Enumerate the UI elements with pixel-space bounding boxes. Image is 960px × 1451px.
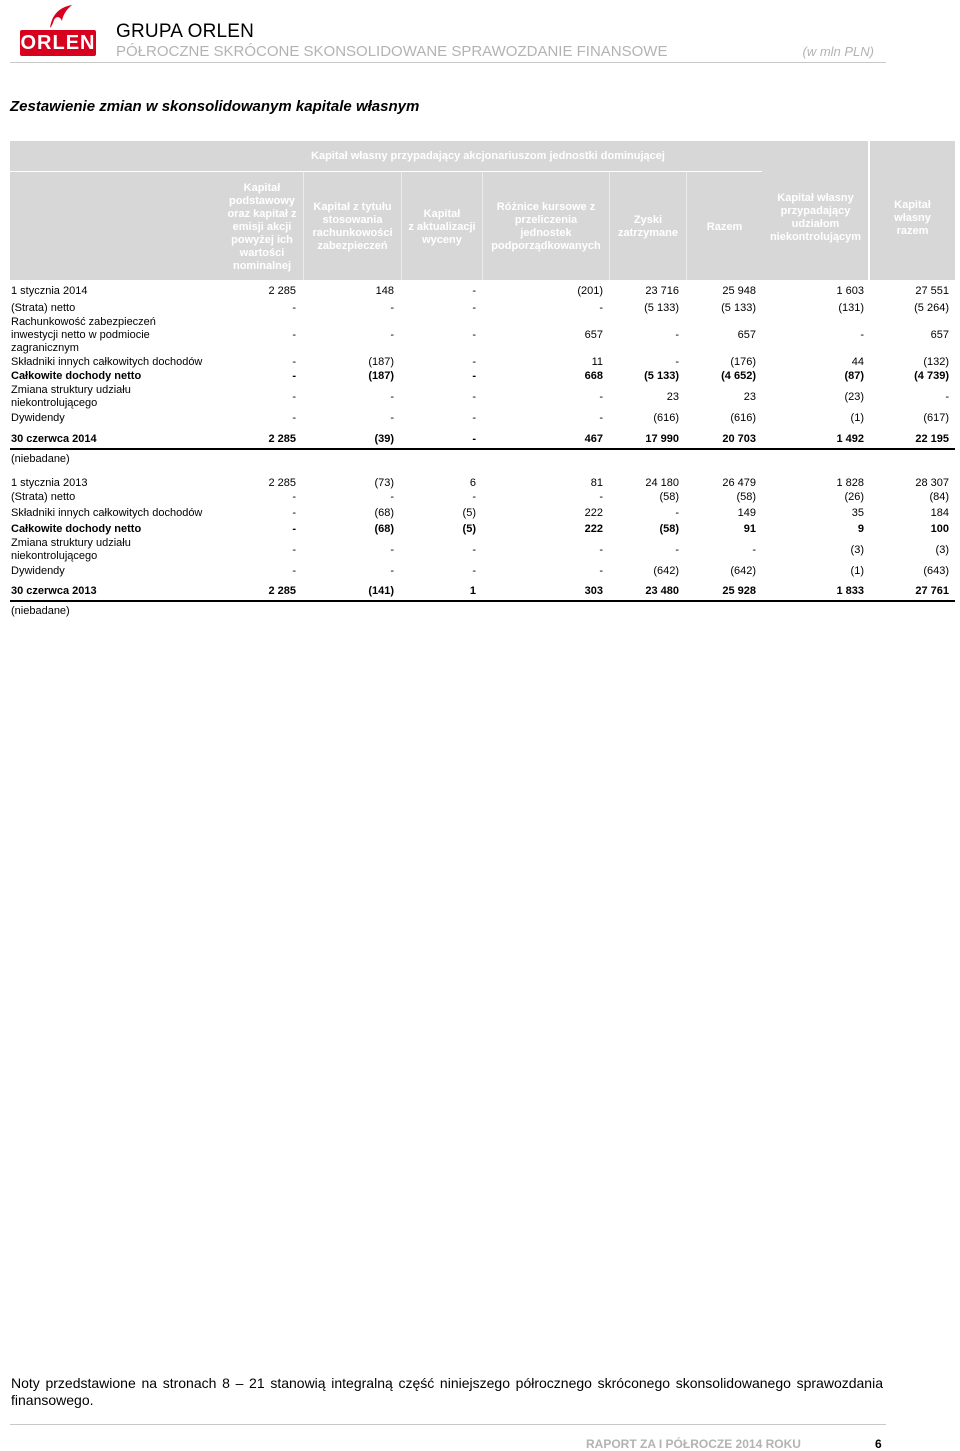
header-divider	[10, 62, 886, 63]
cell-value: (176)	[730, 356, 756, 368]
cell-value: (5 133)	[644, 370, 679, 382]
cell-value: 11	[591, 356, 603, 368]
cell-value: 44	[851, 356, 864, 368]
row-label-line: Składniki innych całkowitych dochodów	[11, 507, 203, 519]
cell-value: 28 307	[915, 477, 949, 489]
page-number: 6	[875, 1437, 882, 1451]
report-title: PÓŁROCZNE SKRÓCONE SKONSOLIDOWANE SPRAWOZDANIE FINANSOWE	[116, 43, 668, 60]
cell-value: (617)	[923, 412, 949, 424]
cell-value: (616)	[730, 412, 756, 424]
row-label	[11, 477, 87, 490]
cell-value: 81	[590, 477, 603, 489]
row-label-line: Dywidendy	[11, 565, 65, 577]
cell-value: 27 551	[915, 285, 949, 297]
cell-value: (39)	[374, 433, 394, 445]
cell-value: (5 264)	[914, 302, 949, 314]
cell-value: 25 928	[722, 585, 756, 597]
row-label-line: Całkowite dochody netto	[11, 523, 142, 535]
row-label	[11, 491, 75, 504]
cell-value: 9	[857, 523, 864, 535]
row-label-line: zagranicznym	[11, 342, 79, 354]
row-label-line: (niebadane)	[11, 605, 70, 617]
cell-value: 91	[743, 523, 756, 535]
column-header-line: powyżej ich	[231, 233, 293, 246]
cell-value: 1	[469, 585, 476, 597]
cell-value: 22 195	[915, 433, 949, 445]
cell-value: -	[599, 390, 603, 403]
row-label	[11, 605, 70, 618]
column-header-line: wyceny	[422, 233, 462, 246]
table-row	[11, 356, 955, 369]
cell-value: (73)	[374, 477, 394, 489]
row-label-line: Dywidendy	[11, 412, 65, 424]
cell-value: 17 990	[645, 433, 679, 445]
column-header-line: podporządkowanych	[491, 240, 601, 252]
cell-value: 23	[743, 390, 756, 403]
footer-report: RAPORT ZA I PÓŁROCZE 2014 ROKU	[586, 1437, 801, 1451]
cell-value: (58)	[736, 491, 756, 503]
cell-value: (3)	[935, 543, 949, 556]
column-header-line: przypadający	[780, 205, 851, 217]
cell-value: -	[292, 507, 296, 519]
cell-value: -	[472, 285, 476, 297]
column-header-line: Razem	[706, 220, 743, 233]
cell-value: (187)	[368, 370, 394, 382]
row-label	[11, 302, 75, 315]
column-header-line: jednostek	[520, 227, 572, 239]
row-label-line: 1 stycznia 2013	[11, 477, 88, 489]
column-header-line: stosowania	[322, 214, 383, 226]
column-header-line: nominalnej	[232, 259, 292, 272]
column-header-line: Różnice kursowe z	[496, 201, 596, 213]
cell-value: -	[599, 491, 603, 503]
cell-value: 222	[584, 523, 603, 535]
cell-value: 1 492	[836, 433, 864, 445]
cell-value: 35	[851, 507, 864, 519]
cell-value: (68)	[374, 507, 394, 519]
cell-value: -	[390, 491, 394, 503]
cell-value: 184	[930, 507, 949, 519]
cell-value: -	[472, 370, 476, 382]
cell-value: (84)	[929, 491, 949, 503]
column-header	[687, 221, 762, 234]
table-row	[11, 412, 955, 425]
footnote: Noty przedstawione na stronach 8 – 21 stanowią integralną część niniejszego półrocznego skróconego skonsolidowanego sprawozdania finansowego.	[11, 1375, 883, 1408]
column-header-line: zabezpieczeń	[317, 240, 388, 252]
cell-value: -	[390, 412, 394, 424]
row-label-line: Całkowite dochody netto	[11, 370, 142, 382]
column-header-line: zatrzymane	[618, 227, 678, 239]
cell-value: 1 828	[836, 477, 864, 489]
cell-value: -	[472, 565, 476, 577]
cell-value: 1 833	[836, 585, 864, 597]
table-row	[11, 302, 955, 315]
cell-value: 149	[737, 507, 756, 519]
row-label	[11, 537, 131, 563]
cell-value: 26 479	[722, 477, 756, 489]
cell-value: -	[472, 390, 476, 403]
cell-value: -	[292, 370, 296, 382]
cell-value: -	[292, 329, 296, 341]
column-header-line: Kapitał z tytułu	[313, 201, 392, 213]
cell-value: (26)	[844, 491, 864, 503]
cell-value: 303	[584, 585, 603, 597]
cell-value: (58)	[659, 491, 679, 503]
row-label-line: 1 stycznia 2014	[11, 285, 88, 297]
cell-value: -	[472, 491, 476, 503]
cell-value: (4 739)	[914, 370, 949, 382]
cell-value: -	[390, 543, 394, 556]
row-label-line: inwestycji netto w podmiocie	[11, 329, 150, 341]
table-row	[11, 537, 955, 563]
cell-value: 657	[584, 329, 603, 341]
cell-value: 1 603	[836, 285, 864, 297]
cell-value: -	[472, 329, 476, 341]
table-row	[11, 433, 955, 446]
group-header: Kapitał własny przypadający akcjonariuszom jednostki dominującej	[311, 150, 665, 162]
column-header-line: rachunkowości	[312, 227, 393, 239]
cell-value: -	[472, 543, 476, 556]
cell-value: 23 716	[645, 285, 679, 297]
column-header	[483, 201, 609, 253]
cell-value: (5)	[462, 523, 476, 535]
cell-value: (5 133)	[721, 302, 756, 314]
row-label	[11, 384, 131, 410]
column-header-line: Kapitał	[423, 207, 461, 220]
row-label	[11, 356, 202, 369]
cell-value: 27 761	[915, 585, 949, 597]
company-name: GRUPA ORLEN	[116, 21, 255, 42]
cell-value: (141)	[368, 585, 394, 597]
column-header-line: z aktualizacji	[408, 220, 476, 233]
column-header-line: przeliczenia	[514, 214, 578, 226]
column-header-line: Kapitał	[243, 181, 281, 194]
cell-value: -	[472, 412, 476, 424]
column-header	[222, 182, 302, 273]
cell-value: 24 180	[645, 477, 679, 489]
column-header-line: udziałom	[791, 218, 840, 230]
cell-value: 2 285	[268, 585, 296, 597]
table-row	[11, 384, 955, 410]
table-row	[11, 605, 955, 618]
row-label	[11, 507, 202, 520]
cell-value: 148	[375, 285, 394, 297]
column-header-line: oraz kapitał z	[227, 207, 297, 220]
column-header-line: wartości	[239, 246, 285, 259]
row-label	[11, 523, 141, 536]
row-label	[11, 565, 65, 578]
cell-value: -	[390, 565, 394, 577]
total-underline	[10, 448, 955, 450]
row-label	[11, 370, 141, 383]
cell-value: (1)	[850, 412, 864, 424]
cell-value: 23 480	[645, 585, 679, 597]
cell-value: (3)	[850, 543, 864, 556]
cell-value: (5)	[462, 507, 476, 519]
cell-value: 6	[469, 477, 476, 489]
cell-value: -	[675, 543, 679, 556]
table-row	[11, 585, 955, 598]
cell-value: -	[292, 543, 296, 556]
cell-value: (132)	[923, 356, 949, 368]
row-label	[11, 412, 65, 425]
row-label-line: niekontrolującego	[11, 550, 98, 562]
column-header-line: podstawowy	[228, 194, 295, 207]
cell-value: (87)	[844, 370, 864, 382]
row-label-line: (Strata) netto	[11, 302, 76, 314]
column-header	[402, 208, 482, 247]
cell-value: 100	[930, 523, 949, 535]
cell-value: (187)	[368, 356, 394, 368]
cell-value: -	[675, 329, 679, 341]
cell-value: 467	[584, 433, 603, 445]
table-row	[11, 285, 955, 298]
cell-value: 20 703	[722, 433, 756, 445]
cell-value: (68)	[374, 523, 394, 535]
column-header	[610, 214, 686, 240]
table-row	[11, 491, 955, 504]
cell-value: (58)	[659, 523, 679, 535]
cell-value: -	[472, 356, 476, 368]
row-label-line: 30 czerwca 2013	[11, 585, 97, 597]
row-label	[11, 585, 97, 598]
cell-value: -	[599, 543, 603, 556]
section-title: Zestawienie zmian w skonsolidowanym kapitale własnym	[10, 98, 420, 115]
cell-value: -	[390, 390, 394, 403]
cell-value: -	[292, 356, 296, 368]
table-row	[11, 477, 955, 490]
column-header-line: Kapitał	[894, 198, 931, 211]
cell-value: -	[752, 543, 756, 556]
cell-value: -	[292, 565, 296, 577]
column-header	[870, 199, 955, 238]
logo-text: ORLEN	[20, 32, 96, 54]
cell-value: (642)	[653, 565, 679, 577]
table-row	[11, 370, 955, 383]
column-header	[304, 201, 401, 253]
row-label	[11, 316, 156, 355]
row-label-line: (niebadane)	[11, 453, 70, 465]
row-label	[11, 433, 97, 446]
row-label-line: Zmiana struktury udziału	[11, 384, 131, 396]
cell-value: -	[599, 412, 603, 424]
cell-value: 2 285	[268, 477, 296, 489]
cell-value: (616)	[653, 412, 679, 424]
row-label-line: niekontrolującego	[11, 397, 98, 409]
cell-value: 2 285	[268, 433, 296, 445]
table-row	[11, 523, 955, 536]
column-header-line: razem	[896, 224, 929, 237]
cell-value: (642)	[730, 565, 756, 577]
cell-value: (4 652)	[721, 370, 756, 382]
cell-value: -	[675, 507, 679, 519]
cell-value: -	[675, 356, 679, 368]
table-row	[11, 316, 955, 355]
table-row	[11, 507, 955, 520]
row-label-line: (Strata) netto	[11, 491, 76, 503]
cell-value: 23	[666, 390, 679, 403]
cell-value: (1)	[850, 565, 864, 577]
row-label-line: 30 czerwca 2014	[11, 433, 97, 445]
cell-value: -	[390, 302, 394, 314]
cell-value: -	[390, 329, 394, 341]
column-header-line: emisji akcji	[232, 220, 292, 233]
cell-value: (201)	[577, 285, 603, 297]
unit-label: (w mln PLN)	[802, 44, 874, 59]
row-label	[11, 285, 87, 298]
cell-value: -	[292, 412, 296, 424]
cell-value: 2 285	[268, 285, 296, 297]
column-header-line: Zyski	[633, 214, 663, 226]
column-header-line: Kapitał własny	[777, 192, 854, 204]
cell-value: (643)	[923, 565, 949, 577]
cell-value: -	[292, 491, 296, 503]
column-header	[763, 192, 868, 244]
cell-value: -	[599, 302, 603, 314]
row-label	[11, 453, 70, 466]
cell-value: -	[292, 302, 296, 314]
cell-value: -	[945, 390, 949, 403]
table-row	[11, 453, 955, 466]
row-label-line: Rachunkowość zabezpieczeń	[11, 316, 156, 328]
footer-divider	[10, 1424, 886, 1425]
table-row	[11, 565, 955, 578]
cell-value: (131)	[838, 302, 864, 314]
cell-value: 25 948	[722, 285, 756, 297]
cell-value: -	[472, 433, 476, 445]
total-underline	[10, 600, 955, 602]
cell-value: 657	[930, 329, 949, 341]
row-label-line: Zmiana struktury udziału	[11, 537, 131, 549]
cell-value: (5 133)	[644, 302, 679, 314]
cell-value: -	[472, 302, 476, 314]
cell-value: -	[292, 523, 296, 535]
cell-value: 657	[737, 329, 756, 341]
eagle-icon	[46, 4, 76, 30]
cell-value: -	[860, 329, 864, 341]
cell-value: 222	[584, 507, 603, 519]
row-label-line: Składniki innych całkowitych dochodów	[11, 356, 203, 368]
cell-value: 668	[584, 370, 603, 382]
orlen-logo	[20, 4, 96, 56]
column-header-line: niekontrolującym	[769, 231, 862, 243]
cell-value: (23)	[844, 390, 864, 403]
cell-value: -	[599, 565, 603, 577]
column-header-line: własny	[894, 211, 931, 224]
cell-value: -	[292, 390, 296, 403]
